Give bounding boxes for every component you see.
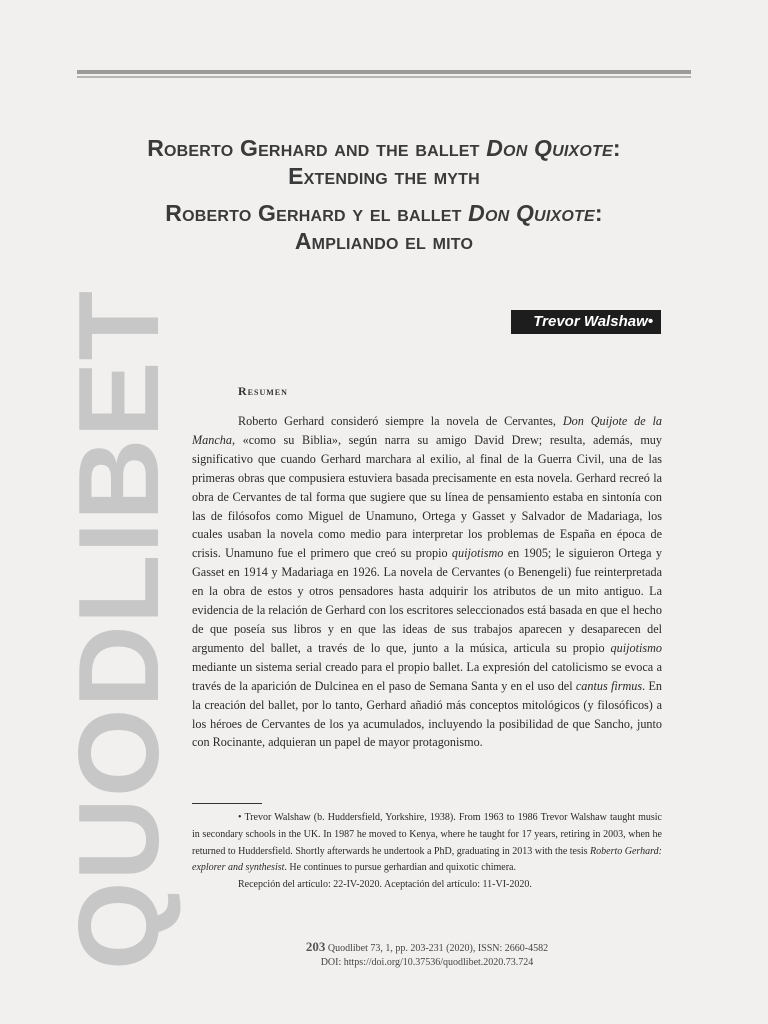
abstract-heading: Resumen — [238, 384, 288, 398]
header-rule-thick — [77, 70, 691, 74]
abstract-italic-4: cantus firmus — [575, 678, 643, 693]
page-footer — [192, 940, 662, 970]
title-en-line2: Extending the myth — [288, 163, 480, 189]
title-en-italic: Don Quixote — [486, 135, 613, 161]
abstract-text-4: mediante un sistema serial creado para el propio ballet. La expresión del catolicismo se evoca a través de la aparición de Dulcinea en el paso de Semana Santa y en el uso del — [192, 659, 662, 693]
abstract-italic-3: quijotismo — [610, 640, 662, 655]
title-en-part2: : — [612, 135, 621, 161]
title-en-part1: Roberto Gerhard and the ballet — [147, 135, 487, 161]
abstract-text-5: . En la creación del ballet, por lo tanto, Gerhard añadió más conceptos mitológicos (y filosóficos) a los héroes de Cervantes de los ya acumulados, incluyendo la posibilidad de que Sancho, junto con Rocinante, adquieran un papel de mayor protagonismo. — [192, 678, 662, 750]
journal-brand — [20, 289, 220, 971]
citation: Quodlibet 73, 1, pp. 203-231 (2020), ISSN: 2660-4582 — [327, 943, 549, 954]
footnote-author-bio — [192, 810, 662, 877]
footnote-text-2: . He continues to pursue gerhardian and quixotic chimera. — [284, 862, 516, 874]
abstract-text-1: Roberto Gerhard consideró siempre la novela de Cervantes, — [238, 414, 563, 428]
footnote — [192, 810, 662, 894]
header-rule-thin — [77, 76, 691, 78]
footnote-text-1: • Trevor Walshaw (b. Huddersfield, Yorkshire, 1938). From 1963 to 1986 Trevor Walshaw taught music in secondary schools in the UK. In 1987 he moved to Kenya, where he taught for 17 years, retiring in 2003, when he returned to Huddersfield. Shortly afterwards he undertook a PhD, graduating in 2013 with the tesis — [192, 812, 662, 857]
page-number: 203 — [305, 939, 326, 954]
title-es-italic: Don Quixote — [468, 200, 595, 226]
footnote-rule — [192, 803, 262, 804]
title-es-line2: Ampliando el mito — [294, 228, 474, 254]
doi-link[interactable]: DOI: https://doi.org/10.37536/quodlibet.2020.73.724 — [320, 957, 534, 968]
title-english — [80, 134, 688, 190]
author-name: Trevor Walshaw• — [511, 310, 661, 334]
footnote-italic: Roberto Gerhard: explorer and synthesist — [192, 845, 662, 874]
abstract-italic-1: Don Quijote de la Mancha — [192, 414, 663, 447]
abstract-body — [192, 412, 662, 752]
journal-brand-text: QUODLIBET — [56, 289, 183, 971]
title-es-part1: Roberto Gerhard y el ballet — [165, 200, 469, 226]
abstract-text-2: , «como su Biblia», según narra su amigo David Drew; resulta, además, muy significativo que cuando Gerhard marchara al exilio, al final de la Guerra Civil, una de las primeras obras que compusiera estuviera basada precisamente en esta novela. Gerhard recreó la obra de Cervantes de tal forma que sugiere que su línea de pensamiento estaba en sintonía con las de filósofos como Miguel de Unamuno, Ortega y Gasset y Salvador de Madariaga, los cuales usaban la novela como medio para interpretar los problemas de España en época de crisis. Unamuno fue el primero que creó su propio — [192, 432, 662, 561]
title-es-part2: : — [594, 200, 603, 226]
title-spanish — [80, 199, 688, 255]
abstract-text-3: en 1905; le siguieron Ortega y Gasset en 1914 y Madariaga en 1926. La novela de Cervantes (o Benengeli) fue reinterpretada en la obra de estos y otros pensadores hasta adquirir los atributos de un mito antiguo. La evidencia de la relación de Gerhard con los escritores seleccionados está basada en que el hecho de que poseía sus libros y en que las ideas de sus trabajos aparecen y desaparecen del argumento del ballet, a través de lo que, junto a la música, articula su propio — [192, 546, 663, 655]
abstract-paragraph — [192, 412, 662, 752]
footnote-reception: Recepción del artículo: 22-IV-2020. Aceptación del artículo: 11-VI-2020. — [238, 879, 532, 891]
abstract-italic-2: quijotismo — [451, 546, 504, 561]
